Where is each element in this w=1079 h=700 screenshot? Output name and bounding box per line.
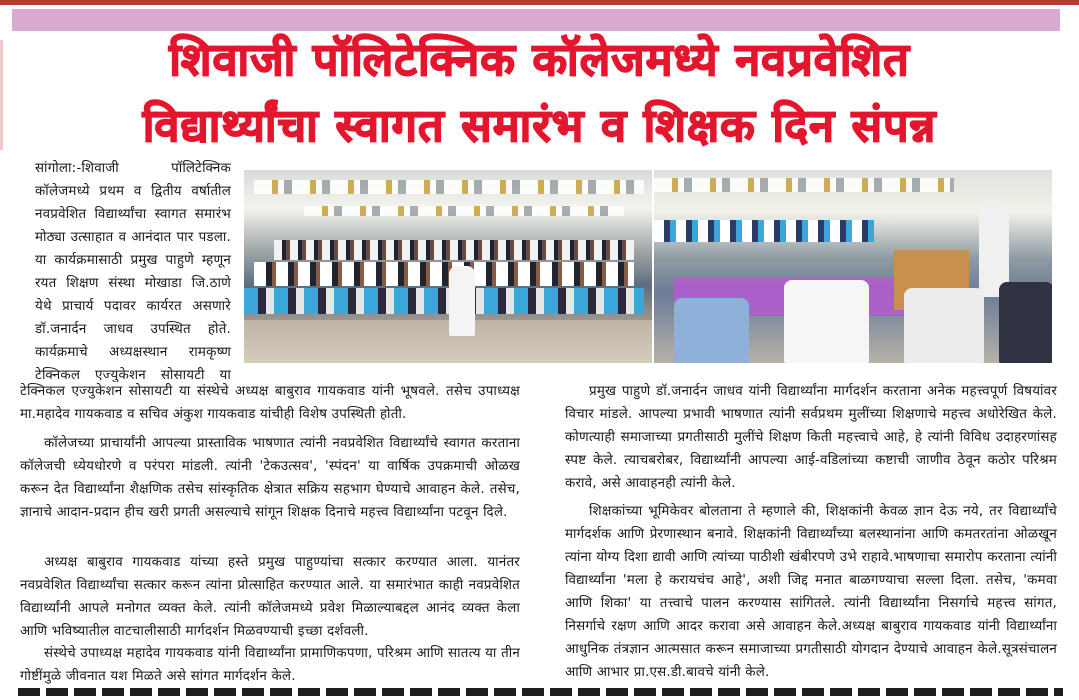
seated-guest-2: [784, 280, 869, 363]
stage-windows: [654, 178, 954, 192]
student-rows-middle: [254, 262, 634, 286]
student-rows-front: [244, 288, 644, 314]
article-left-paragraph-2: कॉलेजच्या प्राचार्यांनी आपल्या प्रास्ताविक भाषणात त्यांनी नवप्रवेशित विद्यार्थ्यांचे स्वागत करताना कॉलेजची ध्येयधोरणे व परंपरा मांडली. त्यांनी 'टेकउत्सव', 'स्पंदन' या वार्षिक उपक्रमाची ओळख करून देत विद्यार्थ्यांना शैक्षणिक तसेच सांस्कृतिक क्षेत्रात सक्रिय सहभाग घेण्याचे आवाहन केले. तसेच, ज्ञानाचे आदान-प्रदान हीच खरी प्रगती असल्याचे सांगून शिक्षक दिनाचे महत्त्व विद्यार्थ्यांना पटवून दिले.: [20, 436, 520, 520]
article-left-paragraph-1-rest: टेक्निकल एज्युकेशन सोसायटी या संस्थेचे अध्यक्ष बाबुराव गायकवाड यांनी भूषवले. तसेच उपाध्यक्ष मा.महादेव गायकवाड व सचिव अंकुश गायकवाड यांचीही विशेष उपस्थिती होती.: [20, 384, 520, 422]
hall-floor: [244, 320, 652, 363]
students-assembly-photo: [244, 170, 652, 363]
seated-guest-1: [674, 298, 749, 363]
article-right-paragraph-1: प्रमुख पाहुणे डॉ.जनार्दन जाधव यांनी विद्यार्थ्यांना मार्गदर्शन करताना अनेक महत्त्वपूर्ण विषयांवर विचार मांडले. आपल्या प्रभावी भाषणात त्यांनी सर्वप्रथम मुलींच्या शिक्षणाचे महत्त्व अधोरेखित केले. कोणत्याही समाजाच्या प्रगतीसाठी मुलींचे शिक्षण किती महत्त्वाचे आहे, हे त्यांनी विविध उदाहरणांसह स्पष्ट केले. त्याचबरोबर, विद्यार्थ्यांनी आपल्या आई-वडिलांच्या कष्टाची जाणीव ठेवून कठोर परिश्रम करावे, असे आवाहनही त्यांनी केले.: [565, 384, 1057, 491]
header-band: [12, 9, 1060, 31]
top-rule: [0, 0, 1079, 5]
seated-guest-3: [904, 288, 984, 363]
stage-speaker-photo: [654, 170, 1052, 363]
hall-windows: [254, 180, 644, 194]
headline-line-1: शिवाजी पॉलिटेक्निक कॉलेजमध्ये नवप्रवेशित: [169, 33, 910, 86]
hall-windows-far: [304, 206, 624, 216]
standing-student: [449, 266, 475, 336]
article-left-paragraph-3: अध्यक्ष बाबुराव गायकवाड यांच्या हस्ते प्रमुख पाहुण्यांचा सत्कार करण्यात आला. यानंतर नवप्रवेशित विद्यार्थ्यांचा सत्कार करून त्यांना प्रोत्साहित करण्यात आले. या समारंभात काही नवप्रवेशित विद्यार्थ्यांनी आपले मनोगत व्यक्त केले. त्यांनी कॉलेजमध्ये प्रवेश मिळाल्याबद्दल आनंद व्यक्त केला आणि भविष्यातील वाटचालीसाठी मार्गदर्शन मिळवण्याची इच्छा दर्शवली.: [20, 555, 520, 639]
article-left-paragraph-1-top: सांगोला:-शिवाजी पॉलिटेक्निक कॉलेजमध्ये प्रथम व द्वितीय वर्षातील नवप्रवेशित विद्यार्थ्यांचा स्वागत समारंभ मोठ्या उत्साहात व आनंदात पार पडला. या कार्यक्रमासाठी प्रमुख पाहुणे म्हणून रयत शिक्षण संस्था मोखाडा जि.ठाणे येथे प्राचार्य पदावर कार्यरत असणारे डॉ.जनार्दन जाधव उपस्थित होते. कार्यक्रमाचे अध्यक्षस्थान रामकृष्ण टेक्निकल एज्युकेशन सोसायटी या: [35, 161, 231, 382]
article-right-paragraph-2: शिक्षकांच्या भूमिकेवर बोलताना ते म्हणाले की, शिक्षकांनी केवळ ज्ञान देऊ नये, तर विद्यार्थ्यांचे मार्गदर्शक आणि प्रेरणास्थान बनावे. शिक्षकांनी विद्यार्थ्यांच्या बलस्थानांना आणि कमतरतांना ओळखून त्यांना योग्य दिशा द्यावी आणि त्यांच्या पाठीशी खंबीरपणे उभे राहावे.भाषणाचा समारोप करताना त्यांनी विद्यार्थ्यांना 'मला हे करायचंच आहे', अशी जिद्द मनात बाळगण्याचा सल्ला दिला. तसेच, 'कमवा आणि शिका' या तत्त्वाचे पालन करण्यास सांगितले. त्यांनी विद्यार्थ्यांना निसर्गाचे महत्त्व सांगत, निसर्गाचे रक्षण आणि आदर करावा असे आवाहन केले.अध्यक्ष बाबुराव गायकवाड यांनी विद्यार्थ्यांना आधुनिक तंत्रज्ञान आत्मसात करून समाजाच्या प्रगतीसाठी योगदान देण्याचे आवाहन केले.सूत्रसंचालन आणि आभार प्रा.एस.डी.बावचे यांनी केले.: [565, 504, 1057, 680]
student-rows-back: [274, 240, 634, 260]
seated-guest-4: [999, 282, 1052, 363]
article-left-paragraph-4: संस्थेचे उपाध्यक्ष महादेव गायकवाड यांनी विद्यार्थ्यांना प्रामाणिकपणा, परिश्रम आणि सातत्य या तीन गोष्टींमुळे जीवनात यश मिळते असे सांगत मार्गदर्शन केले.: [20, 646, 520, 684]
headline-line-2: विद्यार्थ्यांचा स्वागत समारंभ व शिक्षक दिन संपन्न: [142, 99, 937, 152]
footer-dashed-rule: [18, 688, 1063, 696]
audience-rows: [654, 220, 874, 242]
